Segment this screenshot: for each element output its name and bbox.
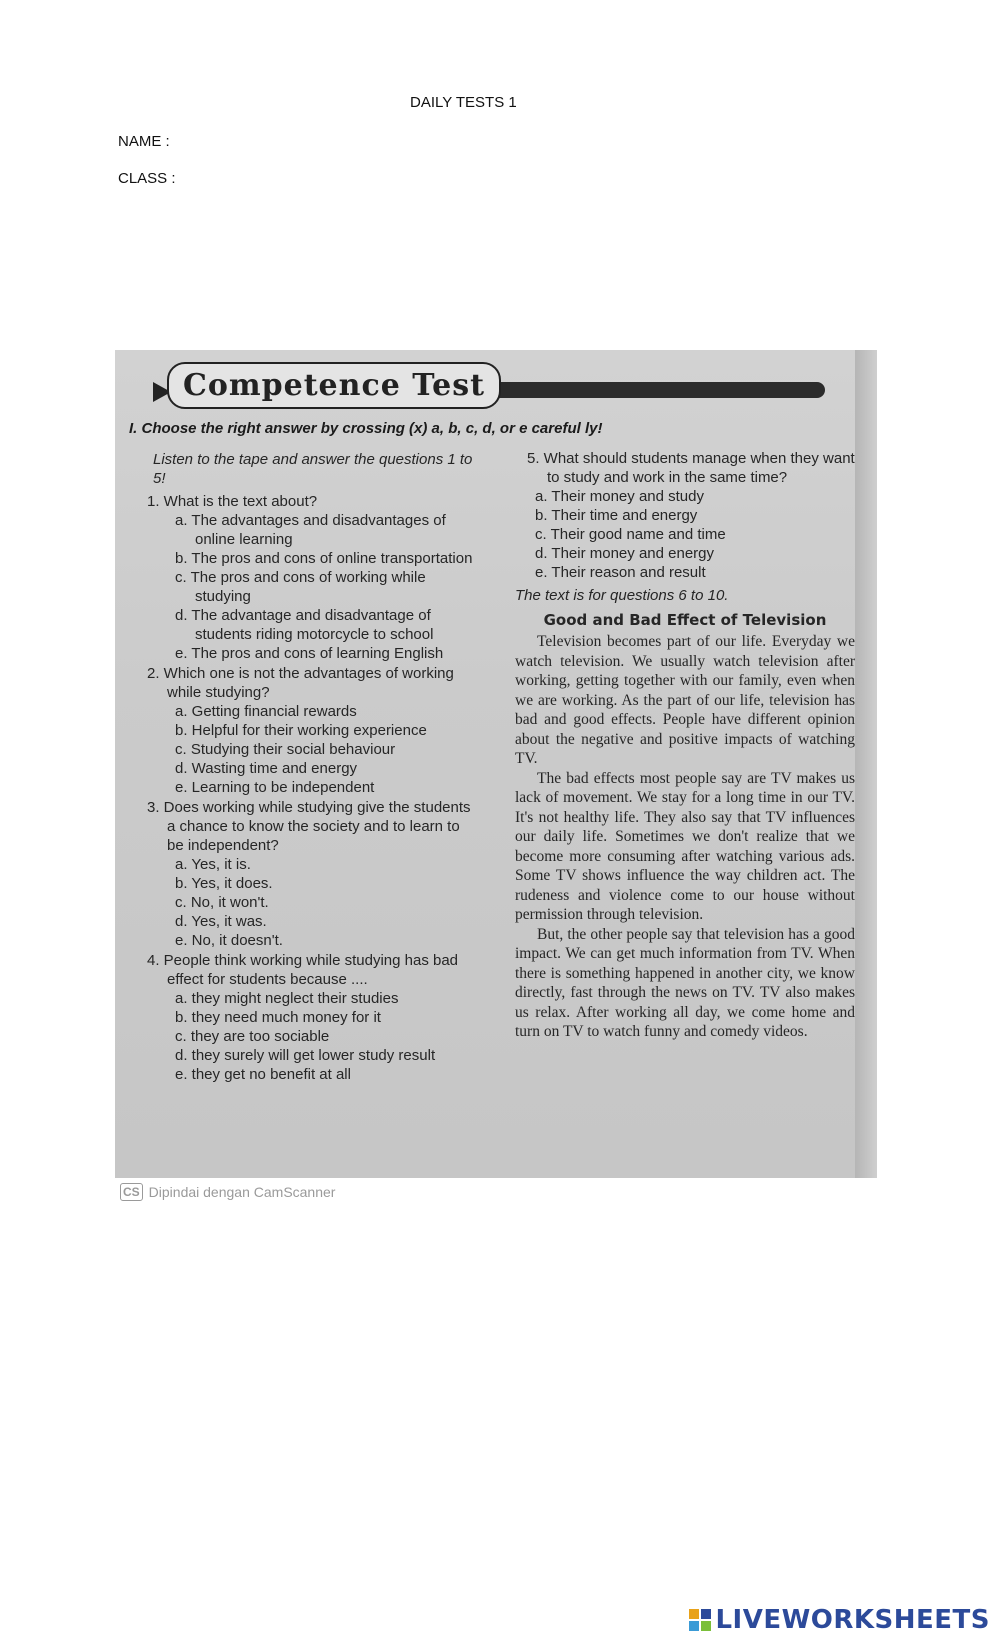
- option-2e[interactable]: e. Learning to be independent: [175, 779, 375, 796]
- option-4c[interactable]: c. they are too sociable: [175, 1028, 330, 1045]
- question-2: 2. Which one is not the advantages of working while studying?: [147, 665, 454, 701]
- article-paragraph-2: The bad effects most people say are TV makes us lack of movement. We stay for a long time in our TV. It's not healthy life. They also say that TV influences our daily life. Sometimes we don't realize that we become more consuming after watching various ads. Some TV shows influence the way children act. The rudeness and violence come to our house without permission through television.: [515, 769, 855, 923]
- option-1e[interactable]: e. The pros and cons of learning English: [175, 645, 444, 662]
- option-4e[interactable]: e. they get no benefit at all: [175, 1066, 351, 1083]
- scanned-worksheet: [115, 350, 877, 1178]
- camscanner-watermark: [120, 1183, 335, 1201]
- option-1d[interactable]: d. The advantage and disadvantage of students riding motorcycle to school: [175, 607, 434, 643]
- camscanner-logo-icon: CS: [120, 1183, 143, 1201]
- option-3d[interactable]: d. Yes, it was.: [175, 913, 267, 930]
- option-2d[interactable]: d. Wasting time and energy: [175, 760, 358, 777]
- option-1a[interactable]: a. The advantages and disadvantages of online learning: [175, 512, 446, 548]
- camscanner-text: Dipindai dengan CamScanner: [148, 1184, 336, 1200]
- name-label: NAME :: [118, 133, 170, 150]
- question-4: 4. People think working while studying has bad effect for students because ....: [147, 952, 459, 988]
- option-4d[interactable]: d. they surely will get lower study result: [175, 1047, 436, 1064]
- option-2a[interactable]: a. Getting financial rewards: [175, 703, 357, 720]
- option-4a[interactable]: a. they might neglect their studies: [175, 990, 399, 1007]
- liveworksheets-logo-icon: [689, 1609, 711, 1631]
- banner-title: Competence Test: [167, 362, 501, 409]
- option-1c[interactable]: c. The pros and cons of working while studying: [175, 569, 426, 605]
- option-5e[interactable]: e. Their reason and result: [535, 564, 706, 581]
- option-3a[interactable]: a. Yes, it is.: [175, 856, 251, 873]
- option-5d[interactable]: d. Their money and energy: [535, 545, 714, 562]
- option-3c[interactable]: c. No, it won't.: [175, 894, 269, 911]
- listening-intro: Listen to the tape and answer the questions 1 to 5!: [153, 451, 473, 487]
- option-2c[interactable]: c. Studying their social behaviour: [175, 741, 396, 758]
- question-3: 3. Does working while studying give the students a chance to know the society and to learn to be independent?: [147, 799, 471, 854]
- article-title: Good and Bad Effect of Television: [543, 611, 827, 629]
- reading-reference: The text is for questions 6 to 10.: [515, 587, 729, 604]
- option-4b[interactable]: b. they need much money for it: [175, 1009, 381, 1026]
- question-5: 5. What should students manage when they want to study and work in the same time?: [527, 450, 855, 486]
- competence-test-banner: [145, 362, 825, 418]
- article-paragraph-1: Television becomes part of our life. Everyday we watch television. We usually watch television after working, getting together with our family, even when we are working. As the part of our life, television has bad and good effects. People have different opinion about the negative and positive impacts of watching TV.: [515, 633, 855, 767]
- page-edge-shadow: [855, 350, 877, 1178]
- liveworksheets-wordmark: LIVEWORKSHEETS: [715, 1605, 990, 1635]
- class-label: CLASS :: [118, 170, 176, 187]
- option-3b[interactable]: b. Yes, it does.: [175, 875, 273, 892]
- liveworksheets-brand[interactable]: [689, 1605, 990, 1635]
- right-column: [515, 448, 855, 1042]
- question-1: 1. What is the text about?: [147, 493, 318, 510]
- option-3e[interactable]: e. No, it doesn't.: [175, 932, 283, 949]
- option-1b[interactable]: b. The pros and cons of online transportation: [175, 550, 473, 567]
- left-column: [135, 450, 480, 1084]
- option-2b[interactable]: b. Helpful for their working experience: [175, 722, 427, 739]
- page-title: DAILY TESTS 1: [410, 94, 517, 111]
- section-instruction: I. Choose the right answer by crossing (x) a, b, c, d, or e careful ly!: [129, 420, 603, 437]
- option-5a[interactable]: a. Their money and study: [535, 488, 704, 505]
- option-5c[interactable]: c. Their good name and time: [535, 526, 726, 543]
- article-paragraph-3: But, the other people say that television has a good impact. We can get much information from TV. When there is something happened in another city, we know directly, fast through the news on TV. TV also makes us relax. After working all day, we come home and turn on TV to watch funny and comedy videos.: [515, 925, 855, 1040]
- option-5b[interactable]: b. Their time and energy: [535, 507, 698, 524]
